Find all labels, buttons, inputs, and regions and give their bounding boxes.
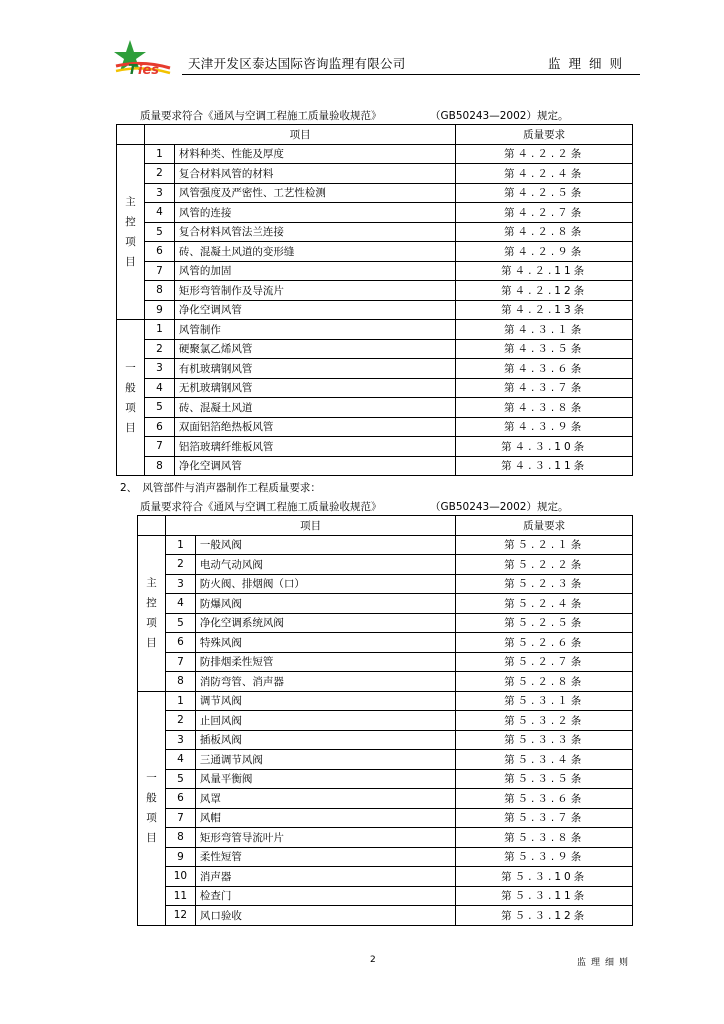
- row-requirement: 第５.３.４条: [456, 750, 633, 770]
- row-requirement: 第５.２.２条: [456, 555, 633, 575]
- table-row: [117, 261, 633, 281]
- table-row: [138, 652, 633, 672]
- row-item-name: 有机玻璃钢风管: [174, 359, 455, 379]
- row-requirement: 第４.３.１条: [456, 320, 633, 340]
- row-requirement: 第４.２.９条: [456, 242, 633, 262]
- row-requirement: 第５.２.８条: [456, 672, 633, 692]
- table-row: [117, 144, 633, 164]
- table-row: [117, 164, 633, 184]
- table-row: [138, 769, 633, 789]
- table-row: [138, 789, 633, 809]
- table-row: [138, 555, 633, 575]
- row-number: 2: [144, 164, 174, 184]
- row-requirement: 第４.３.11条: [456, 456, 633, 476]
- row-item-name: 风口验收: [195, 906, 455, 926]
- row-number: 2: [144, 339, 174, 359]
- table-row: [138, 613, 633, 633]
- section1-standard: （GB50243—2002）规定。: [430, 110, 569, 122]
- row-item-name: 插板风阀: [195, 730, 455, 750]
- table-row: [138, 691, 633, 711]
- row-requirement: 第５.３.６条: [456, 789, 633, 809]
- row-item-name: 三通调节风阀: [195, 750, 455, 770]
- main-items-category: [138, 535, 166, 691]
- row-number: 8: [144, 281, 174, 301]
- row-item-name: 止回风阀: [195, 711, 455, 731]
- row-item-name: 净化空调风管: [174, 300, 455, 320]
- row-requirement: 第５.３.12条: [456, 906, 633, 926]
- table-row: [138, 828, 633, 848]
- row-number: 3: [144, 359, 174, 379]
- row-requirement: 第４.３.５条: [456, 339, 633, 359]
- table-row: [117, 378, 633, 398]
- row-number: 6: [165, 633, 195, 653]
- row-item-name: 矩形弯管导流叶片: [195, 828, 455, 848]
- row-number: 7: [144, 261, 174, 281]
- main-items-category: [117, 144, 145, 320]
- header-req-cell: 质量要求: [456, 516, 633, 536]
- row-number: 6: [165, 789, 195, 809]
- row-item-name: 风管强度及严密性、工艺性检测: [174, 183, 455, 203]
- table-row: [117, 183, 633, 203]
- category-label-text: 一般项目: [125, 361, 136, 434]
- row-requirement: 第５.２.４条: [456, 594, 633, 614]
- row-item-name: 矩形弯管制作及导流片: [174, 281, 455, 301]
- row-number: 1: [144, 320, 174, 340]
- header-blank-cell: [117, 125, 145, 145]
- row-requirement: 第５.３.11条: [456, 886, 633, 906]
- row-requirement: 第５.３.１条: [456, 691, 633, 711]
- row-number: 11: [165, 886, 195, 906]
- row-number: 6: [144, 242, 174, 262]
- row-item-name: 复合材料风管法兰连接: [174, 222, 455, 242]
- header-doc-title: 监理细则: [547, 56, 630, 71]
- section2-table: [137, 515, 633, 926]
- table-row: [117, 417, 633, 437]
- row-number: 7: [165, 808, 195, 828]
- table-row: [117, 242, 633, 262]
- header-req-cell: 质量要求: [456, 125, 633, 145]
- general-items-category: [117, 320, 145, 476]
- row-requirement: 第５.３.８条: [456, 828, 633, 848]
- row-requirement: 第４.２.７条: [456, 203, 633, 223]
- header-item-cell: 项目: [165, 516, 455, 536]
- table-row: [138, 847, 633, 867]
- row-number: 5: [144, 398, 174, 418]
- table-row: [138, 750, 633, 770]
- table-row: [138, 808, 633, 828]
- row-requirement: 第４.２.４条: [456, 164, 633, 184]
- row-number: 4: [144, 378, 174, 398]
- general-items-category: [138, 691, 166, 925]
- row-item-name: 防排烟柔性短管: [195, 652, 455, 672]
- table-row: [138, 594, 633, 614]
- row-requirement: 第４.２.11条: [456, 261, 633, 281]
- row-number: 8: [165, 828, 195, 848]
- row-item-name: 一般风阀: [195, 535, 455, 555]
- row-item-name: 无机玻璃钢风管: [174, 378, 455, 398]
- table-row: [117, 300, 633, 320]
- row-item-name: 防爆风阀: [195, 594, 455, 614]
- page-number: 2: [370, 955, 376, 965]
- row-item-name: 净化空调系统风阀: [195, 613, 455, 633]
- row-item-name: 双面铝箔绝热板风管: [174, 417, 455, 437]
- row-requirement: 第５.３.２条: [456, 711, 633, 731]
- section2-heading: 2、 风管部件与消声器制作工程质量要求：: [120, 482, 321, 494]
- table-row: [117, 437, 633, 457]
- row-number: 2: [165, 711, 195, 731]
- row-item-name: 风管制作: [174, 320, 455, 340]
- row-item-name: 柔性短管: [195, 847, 455, 867]
- row-requirement: 第４.２.８条: [456, 222, 633, 242]
- table-header-row: [117, 125, 633, 145]
- row-requirement: 第５.２.６条: [456, 633, 633, 653]
- section1-table: [116, 124, 633, 476]
- table-row: [117, 359, 633, 379]
- row-item-name: 砖、混凝土风道: [174, 398, 455, 418]
- row-number: 9: [144, 300, 174, 320]
- row-item-name: 防火阀、排烟阀（口）: [195, 574, 455, 594]
- row-item-name: 净化空调风管: [174, 456, 455, 476]
- row-item-name: 风量平衡阀: [195, 769, 455, 789]
- row-requirement: 第４.２.12条: [456, 281, 633, 301]
- section1-intro: 质量要求符合《通风与空调工程施工质量验收规范》: [140, 110, 382, 122]
- row-requirement: 第４.３.６条: [456, 359, 633, 379]
- row-number: 8: [144, 456, 174, 476]
- row-item-name: 材料种类、性能及厚度: [174, 144, 455, 164]
- row-number: 3: [165, 730, 195, 750]
- row-number: 7: [165, 652, 195, 672]
- row-number: 5: [165, 613, 195, 633]
- row-requirement: 第５.３.10条: [456, 867, 633, 887]
- row-number: 3: [165, 574, 195, 594]
- row-number: 1: [144, 144, 174, 164]
- category-label-text: 一般项目: [146, 772, 157, 844]
- row-item-name: 风罩: [195, 789, 455, 809]
- row-item-name: 风管的加固: [174, 261, 455, 281]
- header-item-cell: 项目: [144, 125, 455, 145]
- category-label-text: 主控项目: [146, 577, 157, 649]
- row-item-name: 消防弯管、消声器: [195, 672, 455, 692]
- section2-standard: （GB50243—2002）规定。: [430, 501, 569, 513]
- svg-text:T: T: [128, 63, 137, 78]
- row-requirement: 第５.２.７条: [456, 652, 633, 672]
- row-number: 9: [165, 847, 195, 867]
- row-requirement: 第４.２.13条: [456, 300, 633, 320]
- row-requirement: 第５.２.５条: [456, 613, 633, 633]
- footer-doc-title: 监理细则: [577, 958, 634, 968]
- row-number: 12: [165, 906, 195, 926]
- row-number: 6: [144, 417, 174, 437]
- row-number: 8: [165, 672, 195, 692]
- table-row: [117, 281, 633, 301]
- row-requirement: 第５.３.９条: [456, 847, 633, 867]
- table-row: [117, 339, 633, 359]
- row-requirement: 第４.３.８条: [456, 398, 633, 418]
- table-row: [117, 398, 633, 418]
- row-requirement: 第５.３.５条: [456, 769, 633, 789]
- row-requirement: 第５.２.１条: [456, 535, 633, 555]
- row-requirement: 第４.３.７条: [456, 378, 633, 398]
- table-row: [138, 730, 633, 750]
- table-header-row: [138, 516, 633, 536]
- row-item-name: 检查门: [195, 886, 455, 906]
- table-row: [138, 574, 633, 594]
- row-number: 4: [165, 750, 195, 770]
- row-item-name: 电动气动风阀: [195, 555, 455, 575]
- row-requirement: 第４.２.２条: [456, 144, 633, 164]
- row-requirement: 第５.２.３条: [456, 574, 633, 594]
- table-row: [138, 886, 633, 906]
- row-number: 4: [165, 594, 195, 614]
- row-requirement: 第５.３.３条: [456, 730, 633, 750]
- table-row: [138, 711, 633, 731]
- row-item-name: 调节风阀: [195, 691, 455, 711]
- row-requirement: 第５.３.７条: [456, 808, 633, 828]
- header-blank-cell: [138, 516, 166, 536]
- row-item-name: 硬聚氯乙烯风管: [174, 339, 455, 359]
- row-number: 4: [144, 203, 174, 223]
- row-item-name: 铝箔玻璃纤维板风管: [174, 437, 455, 457]
- row-item-name: 风管的连接: [174, 203, 455, 223]
- row-item-name: 复合材料风管的材料: [174, 164, 455, 184]
- header-divider: [182, 74, 640, 75]
- page-header: [112, 38, 640, 80]
- row-item-name: 风帽: [195, 808, 455, 828]
- table-row: [138, 906, 633, 926]
- row-requirement: 第４.３.10条: [456, 437, 633, 457]
- row-number: 10: [165, 867, 195, 887]
- row-item-name: 砖、混凝土风道的变形缝: [174, 242, 455, 262]
- row-item-name: 消声器: [195, 867, 455, 887]
- table-row: [138, 867, 633, 887]
- company-name: 天津开发区泰达国际咨询监理有限公司: [188, 56, 406, 71]
- row-number: 1: [165, 691, 195, 711]
- company-logo: [112, 38, 174, 78]
- category-label-text: 主控项目: [125, 195, 136, 268]
- svg-text:ies: ies: [138, 63, 160, 78]
- row-number: 5: [144, 222, 174, 242]
- table-row: [117, 222, 633, 242]
- row-item-name: 特殊风阀: [195, 633, 455, 653]
- table-row: [117, 456, 633, 476]
- row-number: 7: [144, 437, 174, 457]
- row-requirement: 第４.２.５条: [456, 183, 633, 203]
- row-number: 3: [144, 183, 174, 203]
- row-number: 1: [165, 535, 195, 555]
- table-row: [117, 320, 633, 340]
- row-requirement: 第４.３.９条: [456, 417, 633, 437]
- row-number: 2: [165, 555, 195, 575]
- section2-intro: 质量要求符合《通风与空调工程施工质量验收规范》: [140, 501, 382, 513]
- row-number: 5: [165, 769, 195, 789]
- table-row: [117, 203, 633, 223]
- table-row: [138, 672, 633, 692]
- table-row: [138, 535, 633, 555]
- table-row: [138, 633, 633, 653]
